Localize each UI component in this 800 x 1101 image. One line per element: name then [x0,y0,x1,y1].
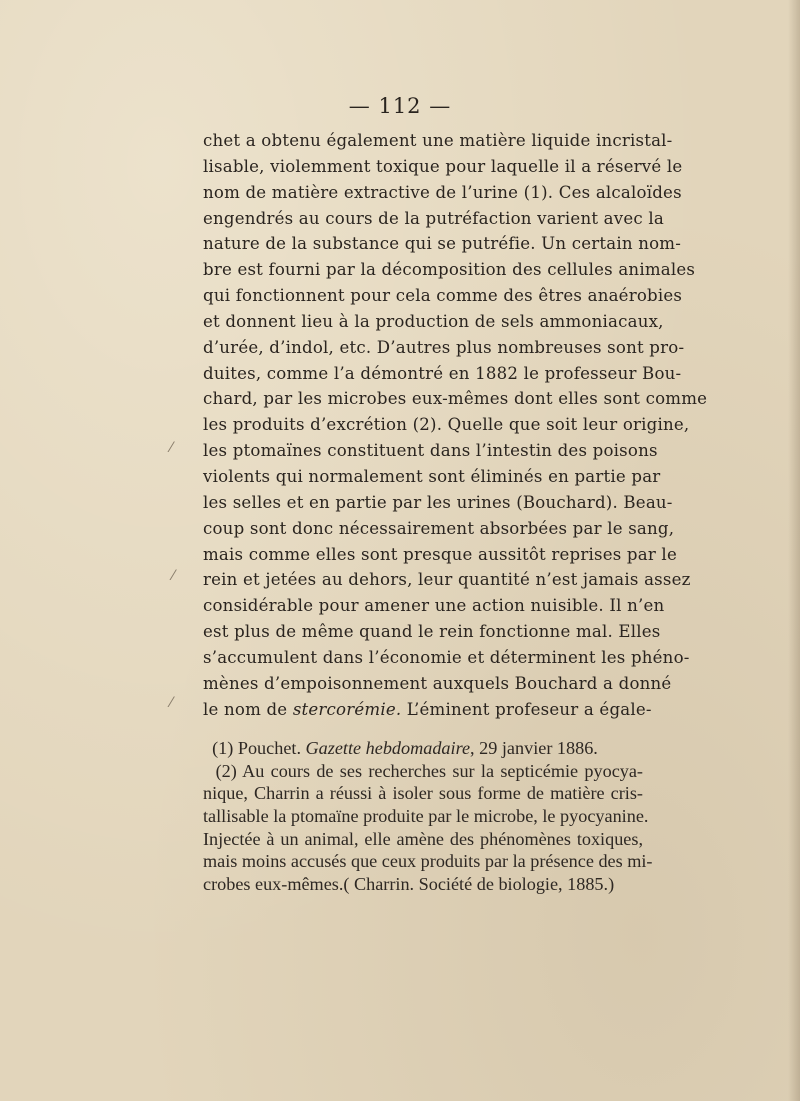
body-line: chet a obtenu également une matière liquide incristal- [203,131,673,150]
footnote-1 [203,737,643,760]
body-line: les produits d’excrétion (2). Quelle que soit leur origine, [203,415,690,435]
footnotes [203,737,653,896]
footnote-2-line: Injectée à un animal, elle amène des phénomènes toxiques, [203,828,643,849]
body-line: les ptomaïnes constituent dans l’intestin des poisons [203,441,658,461]
body-line: nom de matière extractive de l’urine (1). Ces alcaloïdes [203,182,682,202]
footnote-2-line: nique, Charrin a réussi à isoler sous forme de matière cris- [203,783,643,804]
body-last-line-start: le nom de [203,699,293,719]
body-line: et donnent lieu à la production de sels ammoniacaux, [203,311,664,331]
margin-pencil-mark: ⁄ [170,695,173,711]
body-text [203,128,708,722]
footnote-1-journal: Gazette hebdomadaire [305,738,471,758]
body-line: les selles et en partie par les urines (Bouchard). Beau- [203,492,673,512]
body-line: nature de la substance qui se putréfie. Un certain nom- [203,234,682,254]
body-line: d’urée, d’indol, etc. D’autres plus nombreuses sont pro- [203,337,685,357]
body-line: lisable, violemment toxique pour laquelle il a réservé le [203,156,683,176]
stercoremie-term: stercorémie. [292,699,402,719]
body-line: mènes d’empoisonnement auxquels Bouchard a donné [203,673,672,693]
page-edge-shadow [788,0,800,1101]
margin-pencil-mark: ⁄ [172,568,175,584]
body-line: coup sont donc nécessairement absorbées par le sang, [203,518,675,538]
footnote-2-first-line: (2) Au cours de ses recherches sur la septicémie pyocya- [215,760,643,781]
body-line: considérable pour amener une action nuisible. Il n’en [203,596,665,616]
footnote-2-line: mais moins accusés que ceux produits par la présence des mi- [203,851,653,872]
body-last-line-end: L’éminent profeseur a égale- [401,699,652,719]
body-last-line [203,697,652,723]
footnote-1-start: (1) Pouchet. [212,738,306,758]
body-line: engendrés au cours de la putréfaction varient avec la [203,208,664,228]
body-line: violents qui normalement sont éliminés en partie par [203,466,661,486]
footnote-2-line: tallisable la ptomaïne produite par le microbe, le pyocyanine. [203,806,649,827]
page-number: — 112 — [348,94,452,118]
margin-pencil-mark: ⁄ [170,440,173,456]
body-line: chard, par les microbes eux-mêmes dont elles sont comme [203,389,708,409]
body-line: mais comme elles sont presque aussitôt reprises par le [203,544,677,564]
body-line: qui fonctionnent pour cela comme des êtres anaérobies [203,286,683,306]
footnote-2-line: crobes eux-mêmes.( Charrin. Société de biologie, 1885.) [203,874,615,895]
body-line: s’accumulent dans l’économie et déterminent les phéno- [203,647,690,667]
body-line: rein et jetées au dehors, leur quantité n’est jamais assez [203,570,691,590]
footnote-1-end: , 29 janvier 1886. [470,738,598,758]
footnote-2-line [203,760,643,783]
body-line: bre est fourni par la décomposition des cellules animales [203,260,696,280]
body-line: duites, comme l’a démontré en 1882 le professeur Bou- [203,363,682,383]
body-line: est plus de même quand le rein fonctionne mal. Elles [203,622,661,642]
